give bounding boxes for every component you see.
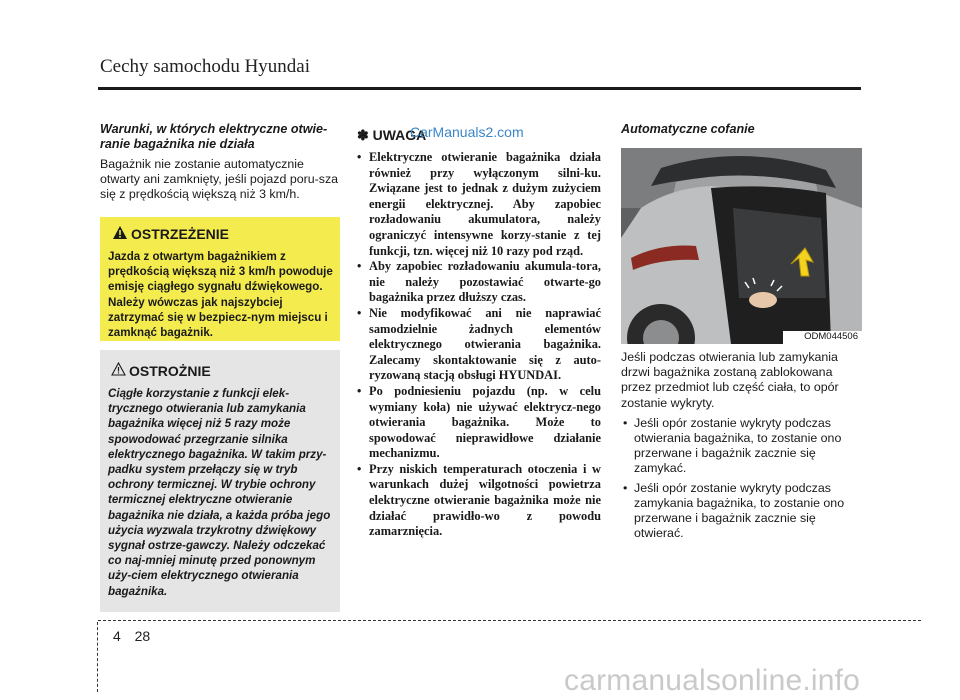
auto-reverse-list xyxy=(621,416,862,542)
list-item: • Jeśli opór zostanie wykryty podczas otwierania bagażnika, to zostanie ono przerwane i bagażnik zacznie się zamykać. xyxy=(621,416,862,477)
car-tailgate-illustration xyxy=(621,148,862,344)
warning-triangle-icon xyxy=(112,225,128,240)
section-heading-conditions: Warunki, w których elektryczne otwie-ranie bagażnika nie działa xyxy=(100,122,328,151)
page-header-title: Cechy samochodu Hyundai xyxy=(100,56,311,77)
note-title xyxy=(357,124,601,144)
column-middle xyxy=(357,124,601,540)
list-item: • Elektryczne otwieranie bagażnika działa również przy wyłączonym silni-ku. Związane jest to jednak z dużym zużyciem energii elektrycznej. Aby zapobiec rozładowaniu akumulatora, należy ograniczyć intensywne korzy-stanie z tej funkcji, tzn. więcej niż 10 razy pod rząd. xyxy=(357,150,601,259)
note-list xyxy=(357,150,601,540)
page-number xyxy=(113,628,150,644)
warning-title: OSTRZEŻENIE xyxy=(131,226,230,242)
warning-text: Jazda z otwartym bagażnikiem z prędkością większą niż 3 km/h powoduje emisję ciągłego sygnału dźwiękowego. Należy wówczas jak najszybciej zatrzymać się w bezpiecz-nym miejscu i zamknąć bagażnik. xyxy=(108,250,333,340)
footer-vertical-rule xyxy=(97,622,98,692)
list-item: • Przy niskich temperaturach otoczenia i w warunkach dużej wilgotności powietrza elektryczne otwieranie bagażnika może nie działać prawidło-wo z powodu zamarznięcia. xyxy=(357,462,601,540)
caution-box xyxy=(100,350,340,612)
carmanuals-watermark: CarManuals2.com xyxy=(410,124,524,140)
list-item: • Aby zapobiec rozładowaniu akumula-tora, nie należy pozostawiać otwarte-go bagażnika przez dłuższy czas. xyxy=(357,259,601,306)
list-item: • Po podniesieniu pojazdu (np. w celu wymiany koła) nie używać elektrycz-nego otwierania bagażnika. Może to spowodować nieprawidłowe działanie mechanizmu. xyxy=(357,384,601,462)
column-right xyxy=(621,122,862,142)
conditions-paragraph: Bagażnik nie zostanie automatycznie otwarty ani zamknięty, jeśli pojazd poru-sza się z prędkością większą niż 3 km/h. xyxy=(100,157,339,202)
list-item: • Jeśli opór zostanie wykryty podczas zamykania bagażnika, to zostanie ono przerwane i bagażnik zacznie się otwierać. xyxy=(621,481,862,542)
list-item: • Nie modyfikować ani nie naprawiać samodzielnie żadnych elementów elektrycznego otwierania bagażnika. Zalecamy skontaktowanie się z auto-ryzowaną stacją obsługi HYUNDAI. xyxy=(357,306,601,384)
header-rule xyxy=(98,87,861,90)
caution-title: OSTROŻNIE xyxy=(129,363,211,379)
caution-text: Ciągłe korzystanie z funkcji elek-trycznego otwierania lub zamykania bagażnika więcej niż 5 razy może spowodować przegrzanie silnika elektrycznego bagażnika. W takim przy-padku system przełączy się w tryb ochrony termicznej. W trybie ochrony termicznej elektryczne otwieranie bagażnika nie działa, a każda próba jego użycia wyzwala trzykrotny dźwiękowy sygnał ostrze-gawczy. Należy odczekać co naj-mniej minutę przed ponownym uży-ciem elektrycznego otwierania bagażnika. xyxy=(108,387,331,598)
auto-reverse-paragraph: Jeśli podczas otwierania lub zamykania drzwi bagażnika zostaną zablokowana przez przedmiot lub część ciała, to opór zostanie wykryty. xyxy=(621,350,839,410)
page-index: 28 xyxy=(134,628,151,644)
tailgate-photo xyxy=(621,148,862,344)
column-left xyxy=(100,122,340,203)
warning-box xyxy=(100,217,340,341)
note-title-text: ✽ UWAGA xyxy=(357,127,427,143)
site-watermark: carmanualsonline.info xyxy=(564,664,861,697)
footer-rule xyxy=(98,620,921,621)
image-code: ODM044506 xyxy=(804,331,858,342)
section-heading-auto-reverse: Automatyczne cofanie xyxy=(621,122,755,136)
caution-triangle-icon xyxy=(111,362,126,376)
section-number: 4 xyxy=(113,628,121,644)
auto-reverse-content xyxy=(621,350,862,545)
